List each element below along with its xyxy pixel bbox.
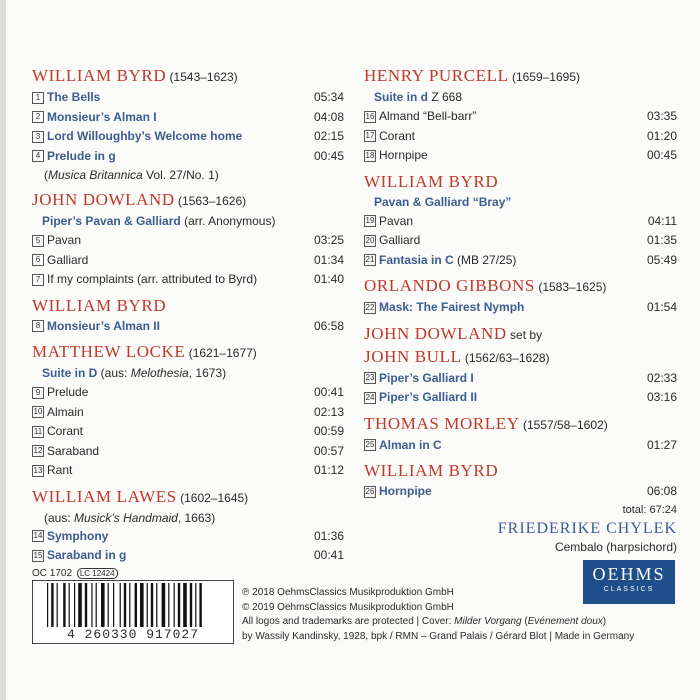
set-by-text: set by <box>506 327 543 342</box>
track-title: Piper’s Galliard II <box>379 390 478 404</box>
composer-heading <box>364 460 677 482</box>
track-title: Prelude in g <box>47 148 116 163</box>
track-duration: 01:12 <box>313 463 344 477</box>
track-title: Prelude <box>47 385 89 399</box>
composer-name: WILLIAM BYRD <box>364 171 499 191</box>
track-title: Rant <box>47 463 73 477</box>
track-row <box>364 212 677 232</box>
composer-name: THOMAS MORLEY <box>364 413 520 433</box>
track-number-box: 11 <box>33 426 43 436</box>
track-duration: 01:20 <box>646 128 677 143</box>
composer-heading <box>32 65 344 88</box>
barcode-digits: 4 260330 917027 <box>66 627 200 642</box>
track-duration: 05:34 <box>313 90 344 104</box>
track-number-box: 7 <box>32 274 44 286</box>
label-code: 12424 <box>92 569 115 578</box>
composer-dates: (1621–1677) <box>185 346 257 360</box>
track-duration: 06:08 <box>646 484 677 498</box>
track-title: Lord Willoughby’s Welcome home <box>47 129 243 143</box>
work-title: Pavan & Galliard “Bray” <box>374 194 512 209</box>
performer-instrument: Cembalo (harpsichord) <box>554 539 677 554</box>
track-title: Piper’s Galliard I <box>379 370 474 385</box>
tracklist-left-column <box>32 60 344 566</box>
composer-heading <box>364 275 677 298</box>
track-number-box: 26 <box>365 486 375 496</box>
oehms-classics-logo <box>583 560 675 604</box>
track-title: Almand “Bell-barr” <box>379 109 477 123</box>
track-row <box>32 403 344 423</box>
composer-heading <box>364 346 677 369</box>
track-duration: 00:57 <box>313 443 344 458</box>
source-note: (Musica Britannica Vol. 27/No. 1) <box>44 168 219 182</box>
track-row <box>32 108 344 128</box>
track-row <box>32 317 344 337</box>
track-title: Pavan <box>379 213 414 228</box>
logo-subtext: CLASSICS <box>603 586 655 593</box>
track-title: Alman in C <box>379 437 442 452</box>
track-row <box>32 251 344 271</box>
track-duration: 01:27 <box>646 437 677 452</box>
track-row <box>32 442 344 462</box>
track-number-box: 21 <box>365 255 375 265</box>
track-title: Monsieur’s Alman I <box>47 109 157 124</box>
track-number-box: 13 <box>33 465 43 475</box>
composer-name: ORLANDO GIBBONS <box>364 276 535 295</box>
work-title: Suite in D (aus: Melothesia, 1673) <box>42 366 227 380</box>
track-number-box: 5 <box>32 235 44 247</box>
composer-heading <box>364 65 677 88</box>
composer-dates: (1659–1695) <box>508 70 580 84</box>
composer-name: WILLIAM LAWES <box>32 486 177 506</box>
track-duration: 00:59 <box>313 424 344 438</box>
composer-name: HENRY PURCELL <box>364 66 509 85</box>
composer-name: MATTHEW LOCKE <box>32 342 186 361</box>
spine-edge <box>0 0 6 700</box>
work-title: Suite in d Z 668 <box>374 90 463 104</box>
track-title: Almain <box>47 404 84 419</box>
track-row <box>32 527 344 547</box>
track-title: Corant <box>379 128 416 143</box>
track-number-box: 2 <box>32 111 44 123</box>
track-title: Galliard <box>47 252 89 267</box>
track-duration: 01:54 <box>646 300 677 314</box>
track-duration: 06:58 <box>313 318 344 333</box>
track-row <box>364 251 677 271</box>
performer-name: FRIEDERIKE CHYLEK <box>497 519 677 537</box>
track-number-box: 20 <box>365 235 375 245</box>
track-title: Corant <box>47 424 84 438</box>
track-duration: 02:15 <box>313 129 344 143</box>
track-duration: 00:41 <box>313 548 344 562</box>
track-row <box>32 231 344 251</box>
composer-heading <box>32 486 344 509</box>
composer-heading <box>364 413 677 436</box>
track-title: Saraband <box>47 443 100 458</box>
composer-name: WILLIAM BYRD <box>364 461 499 480</box>
track-title: Hornpipe <box>379 148 428 162</box>
composer-dates: (1557/58–1602) <box>519 417 608 432</box>
track-number-box: 19 <box>365 216 375 226</box>
track-duration: 00:41 <box>313 385 344 399</box>
track-row <box>32 270 344 290</box>
track-number-box: 23 <box>365 373 375 383</box>
track-row <box>364 369 677 389</box>
track-title: Hornpipe <box>379 484 432 498</box>
track-duration: 01:34 <box>313 252 344 267</box>
track-duration: 00:45 <box>646 148 677 162</box>
track-duration: 02:13 <box>313 404 344 419</box>
track-title: Mask: The Fairest Nymph <box>379 300 525 314</box>
composer-dates: (1543–1623) <box>166 70 238 84</box>
track-duration: 01:35 <box>646 233 677 247</box>
track-number-box: 17 <box>365 131 375 141</box>
track-title: Fantasia in C (MB 27/25) <box>379 252 517 267</box>
composer-name: WILLIAM BYRD <box>32 66 167 85</box>
track-duration: 01:36 <box>313 528 344 543</box>
track-duration: 03:16 <box>646 390 677 404</box>
track-row <box>364 298 677 318</box>
track-number-box: 4 <box>32 150 44 162</box>
track-title: Monsieur’s Alman II <box>47 318 160 333</box>
composer-heading <box>32 341 344 364</box>
track-number-box: 10 <box>33 407 43 417</box>
track-row <box>364 127 677 147</box>
composer-name: WILLIAM BYRD <box>32 295 167 315</box>
track-number-box: 3 <box>32 131 44 143</box>
track-row <box>32 127 344 147</box>
work-title: Piper’s Pavan & Galliard (arr. Anonymous) <box>42 214 276 228</box>
track-row <box>32 422 344 442</box>
composer-dates: (1562/63–1628) <box>461 350 550 365</box>
source-note: (aus: Musick’s Handmaid, 1663) <box>44 510 216 525</box>
catalog-number: OC 1702 <box>32 568 73 579</box>
composer-heading <box>32 189 344 212</box>
track-title: If my complaints (arr. attributed to Byrd) <box>47 272 258 286</box>
composer-name: JOHN BULL <box>364 346 462 366</box>
composer-name: JOHN DOWLAND <box>32 190 175 209</box>
track-duration: 01:40 <box>313 272 344 286</box>
track-number-box: 14 <box>33 531 43 541</box>
track-row <box>32 461 344 481</box>
track-row <box>364 107 677 127</box>
track-row <box>364 388 677 408</box>
cover-credit-line: All logos and trademarks are protected | Cover: Milder Vorgang (Evénement doux) <box>242 616 607 627</box>
track-number-box: 1 <box>32 92 44 104</box>
tracklist-right-column <box>364 60 677 554</box>
track-duration: 04:08 <box>313 109 344 124</box>
track-title: Galliard <box>379 233 421 247</box>
track-number-box: 6 <box>32 254 44 266</box>
track-duration: 02:33 <box>646 370 677 385</box>
track-row <box>32 147 344 167</box>
p-line: ℗ 2018 OehmsClassics Musikproduktion GmbH <box>242 587 454 598</box>
composer-dates: (1583–1625) <box>534 280 607 294</box>
track-row <box>364 146 677 166</box>
composer-dates: (1563–1626) <box>174 194 247 208</box>
artist-credit-line: by Wassily Kandinsky, 1928, bpk / RMN – Grand Palais / Gérard Blot | Made in Germany <box>242 630 635 642</box>
track-duration: 03:35 <box>646 109 677 123</box>
composer-name: JOHN DOWLAND <box>364 323 507 343</box>
catalog-line <box>32 568 118 579</box>
composer-dates: (1602–1645) <box>176 490 249 505</box>
track-duration: 00:45 <box>313 148 344 163</box>
track-number-box: 12 <box>33 446 43 456</box>
total-duration: total: 67:24 <box>622 503 677 516</box>
track-row <box>32 383 344 403</box>
track-number-box: 24 <box>365 392 375 402</box>
track-number-box: 15 <box>33 550 43 560</box>
track-number-box: 25 <box>365 440 375 450</box>
track-number-box: 9 <box>32 387 44 399</box>
track-title: Symphony <box>47 528 109 543</box>
composer-heading <box>364 171 677 193</box>
track-number-box: 16 <box>365 111 375 121</box>
track-title: Saraband in g <box>47 548 127 562</box>
track-row <box>364 482 677 502</box>
track-duration: 04:11 <box>647 213 677 228</box>
track-row <box>364 436 677 456</box>
track-number-box: 8 <box>32 320 44 332</box>
composer-heading <box>364 323 677 346</box>
c-line: © 2019 OehmsClassics Musikproduktion GmbH <box>242 601 454 613</box>
barcode <box>32 580 234 644</box>
barcode-bars <box>33 583 233 627</box>
track-number-box: 22 <box>365 302 375 312</box>
track-row <box>364 231 677 251</box>
track-title: Pavan <box>47 233 82 247</box>
track-title: The Bells <box>47 90 101 104</box>
track-row <box>32 88 344 108</box>
track-duration: 03:25 <box>313 233 344 247</box>
label-code-badge: LC 12424 <box>77 568 118 579</box>
composer-heading <box>32 295 344 317</box>
logo-text: OEHMS <box>592 564 666 584</box>
track-duration: 05:49 <box>646 252 677 267</box>
track-row <box>32 546 344 566</box>
track-number-box: 18 <box>365 150 375 160</box>
